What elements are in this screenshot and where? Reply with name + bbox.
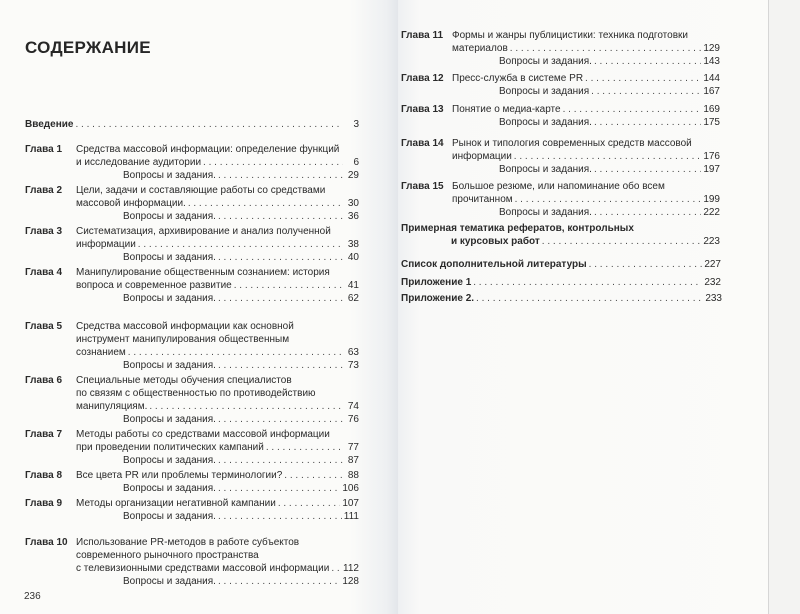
page-number: 129 bbox=[703, 43, 720, 54]
questions-label: Вопросы и задания. bbox=[123, 455, 216, 466]
chapter-title-line bbox=[76, 238, 359, 251]
questions-label: Вопросы и задания. bbox=[499, 117, 592, 128]
leader-dots bbox=[218, 482, 340, 495]
toc-entry-chapter[interactable] bbox=[25, 143, 359, 182]
page-number: 3 bbox=[353, 119, 359, 130]
toc-entry-appendix-2[interactable] bbox=[401, 292, 722, 305]
leader-dots bbox=[218, 454, 343, 467]
page-number: 143 bbox=[703, 56, 720, 67]
chapter-title-line bbox=[76, 536, 359, 549]
chapter-title-text: Пресс-служба в системе PR bbox=[452, 73, 584, 84]
chapter-title-text: инструмент манипулирования общественным bbox=[76, 334, 290, 345]
page-number: 106 bbox=[342, 483, 359, 494]
toc-entry-chapter[interactable] bbox=[401, 137, 720, 176]
page-number: 107 bbox=[342, 498, 359, 509]
questions-label: Вопросы и задания. bbox=[499, 164, 592, 175]
leader-dots bbox=[514, 150, 702, 163]
bibliography-label: Список дополнительной литературы bbox=[401, 259, 587, 270]
questions-label: Вопросы и задания. bbox=[123, 211, 216, 222]
page-number: 40 bbox=[347, 252, 359, 263]
page-number: 232 bbox=[704, 277, 721, 288]
chapter-label: Глава 8 bbox=[25, 470, 63, 481]
chapter-title-text: Большое резюме, или напоминание обо всем bbox=[452, 181, 665, 192]
chapter-title-line bbox=[76, 266, 359, 279]
page-number: 29 bbox=[347, 170, 359, 181]
questions-line[interactable] bbox=[76, 210, 359, 223]
page-number: 175 bbox=[703, 117, 720, 128]
questions-line[interactable] bbox=[76, 251, 359, 264]
leader-dots bbox=[585, 72, 701, 85]
page-number: 169 bbox=[703, 104, 720, 115]
page-number: 87 bbox=[347, 455, 359, 466]
chapter-title-line bbox=[76, 562, 359, 575]
chapter-title-text: Средства массовой информации: определение функций bbox=[76, 144, 340, 155]
page-number: 233 bbox=[705, 293, 722, 304]
chapter-title-line bbox=[76, 374, 359, 387]
chapter-title-text: информации bbox=[452, 151, 512, 162]
intro-label: Введение bbox=[25, 119, 74, 130]
chapter-title-text: Специальные методы обучения специалистов bbox=[76, 375, 292, 386]
questions-line[interactable] bbox=[76, 359, 359, 372]
leader-dots bbox=[266, 441, 343, 454]
leader-dots bbox=[594, 206, 701, 219]
chapter-title-line bbox=[76, 346, 359, 359]
toc-entry-chapter[interactable] bbox=[401, 103, 720, 129]
chapter-title-line bbox=[76, 184, 359, 197]
chapter-title-line bbox=[452, 193, 720, 206]
chapter-title-text: современного рыночного пространства bbox=[76, 550, 259, 561]
chapter-label: Глава 3 bbox=[25, 226, 63, 237]
toc-entry-topics[interactable] bbox=[401, 222, 720, 248]
chapter-title-text: массовой информации. bbox=[76, 198, 186, 209]
page-number: 74 bbox=[347, 401, 359, 412]
page-number: 111 bbox=[343, 511, 359, 522]
chapter-title-line bbox=[76, 549, 359, 562]
chapter-label: Глава 14 bbox=[401, 138, 444, 149]
leader-dots bbox=[218, 292, 343, 305]
toc-entry-chapter[interactable] bbox=[25, 536, 359, 588]
page-number: 197 bbox=[703, 164, 720, 175]
chapter-title-line bbox=[76, 156, 359, 169]
leader-dots bbox=[591, 85, 701, 98]
leader-dots bbox=[563, 103, 702, 116]
chapter-title-text: сознанием bbox=[76, 347, 126, 358]
questions-label: Вопросы и задания. bbox=[123, 483, 216, 494]
chapter-title-line bbox=[76, 143, 359, 156]
questions-label: Вопросы и задания. bbox=[123, 170, 216, 181]
chapter-title-text: Манипулирование общественным сознанием: история bbox=[76, 267, 330, 278]
questions-line[interactable] bbox=[76, 413, 359, 426]
page-number: 199 bbox=[703, 194, 720, 205]
questions-line[interactable] bbox=[76, 292, 359, 305]
toc-entry-bibliography[interactable] bbox=[401, 258, 721, 271]
chapter-title-line bbox=[76, 197, 359, 210]
questions-line[interactable] bbox=[452, 163, 720, 176]
chapter-title-line bbox=[452, 29, 720, 42]
chapter-title-text: Формы и жанры публицистики: техника подготовки bbox=[452, 30, 688, 41]
chapter-title-line bbox=[452, 180, 720, 193]
leader-dots bbox=[589, 258, 703, 271]
chapter-label: Глава 15 bbox=[401, 181, 444, 192]
chapter-title-line bbox=[452, 150, 720, 163]
leader-dots bbox=[218, 359, 343, 372]
chapter-title-text: по связям с общественностью по противодействию bbox=[76, 388, 316, 399]
toc-entry-chapter[interactable] bbox=[25, 266, 359, 305]
chapter-title-text: Цели, задачи и составляющие работы со средствами bbox=[76, 185, 326, 196]
topics-line1: Примерная тематика рефератов, контрольных bbox=[401, 223, 634, 234]
questions-line[interactable] bbox=[452, 116, 720, 129]
chapter-label: Глава 2 bbox=[25, 185, 63, 196]
page-number: 36 bbox=[347, 211, 359, 222]
leader-dots bbox=[278, 497, 341, 510]
chapter-label: Глава 7 bbox=[25, 429, 63, 440]
chapter-title-text: с телевизионными средствами массовой информации bbox=[76, 563, 330, 574]
chapter-title-line bbox=[76, 320, 359, 333]
questions-line[interactable] bbox=[76, 510, 359, 523]
toc-title: СОДЕРЖАНИЕ bbox=[25, 38, 151, 57]
leader-dots bbox=[234, 279, 343, 292]
questions-label: Вопросы и задания. bbox=[123, 252, 216, 263]
page-number: 167 bbox=[703, 86, 720, 97]
chapter-title-text: Использование PR-методов в работе субъектов bbox=[76, 537, 300, 548]
page-number: 30 bbox=[347, 198, 359, 209]
chapter-title-text: материалов bbox=[452, 43, 508, 54]
page-number: 128 bbox=[342, 576, 359, 587]
chapter-title-line bbox=[452, 42, 720, 55]
chapter-title-line bbox=[76, 400, 359, 413]
questions-line[interactable] bbox=[76, 169, 359, 182]
chapter-label: Глава 13 bbox=[401, 104, 444, 115]
page-number: 38 bbox=[347, 239, 359, 250]
leader-dots bbox=[594, 55, 701, 68]
leader-dots bbox=[594, 116, 701, 129]
questions-label: Вопросы и задания. bbox=[123, 414, 216, 425]
chapter-title-line bbox=[76, 428, 359, 441]
page-number-footer: 236 bbox=[24, 591, 41, 602]
leader-dots bbox=[476, 292, 703, 305]
chapter-label: Глава 1 bbox=[25, 144, 63, 155]
questions-line[interactable] bbox=[452, 85, 720, 98]
page-number: 63 bbox=[347, 347, 359, 358]
leader-dots bbox=[515, 193, 702, 206]
leader-dots bbox=[203, 156, 343, 169]
toc-entry-chapter[interactable] bbox=[25, 469, 359, 495]
page-number: 76 bbox=[347, 414, 359, 425]
chapter-title-text: информации bbox=[76, 239, 136, 250]
chapter-title-text: и исследование аудитории bbox=[76, 157, 202, 168]
leader-dots bbox=[218, 510, 342, 523]
leader-dots bbox=[218, 251, 343, 264]
chapter-title-text: Все цвета PR или проблемы терминологии? bbox=[76, 470, 283, 481]
chapter-title-line bbox=[452, 103, 720, 116]
chapter-title-text: вопроса и современное развитие bbox=[76, 280, 232, 291]
chapter-label: Глава 9 bbox=[25, 498, 63, 509]
page-number: 77 bbox=[347, 442, 359, 453]
page-number: 144 bbox=[703, 73, 720, 84]
toc-entry-chapter[interactable] bbox=[25, 320, 359, 372]
questions-label: Вопросы и задания. bbox=[499, 56, 592, 67]
questions-line[interactable] bbox=[76, 575, 359, 588]
chapter-title-line bbox=[76, 469, 359, 482]
leader-dots bbox=[542, 235, 702, 248]
leader-dots bbox=[510, 42, 702, 55]
chapter-title-line bbox=[76, 387, 359, 400]
leader-dots bbox=[149, 400, 343, 413]
chapter-title-line bbox=[76, 497, 359, 510]
chapter-label: Глава 11 bbox=[401, 30, 444, 41]
chapter-label: Глава 4 bbox=[25, 267, 63, 278]
page-number: 176 bbox=[703, 151, 720, 162]
page-number: 223 bbox=[703, 236, 720, 247]
chapter-title-text: Методы работы со средствами массовой информации bbox=[76, 429, 330, 440]
chapter-title-text: Понятие о медиа-карте bbox=[452, 104, 561, 115]
chapter-title-text: при проведении политических кампаний bbox=[76, 442, 264, 453]
chapter-label: Глава 5 bbox=[25, 321, 63, 332]
questions-label: Вопросы и задания. bbox=[123, 511, 216, 522]
toc-entry-chapter[interactable] bbox=[25, 225, 359, 264]
leader-dots bbox=[218, 169, 343, 182]
page-number: 62 bbox=[347, 293, 359, 304]
chapter-title-line bbox=[452, 72, 720, 85]
chapter-title-text: Средства массовой информации как основной bbox=[76, 321, 294, 332]
chapter-title-text: Методы организации негативной кампании bbox=[76, 498, 276, 509]
chapter-title-line bbox=[76, 225, 359, 238]
page-number: 227 bbox=[704, 259, 721, 270]
chapter-title-line bbox=[76, 333, 359, 346]
leader-dots bbox=[128, 346, 343, 359]
questions-label: Вопросы и задания bbox=[499, 86, 590, 97]
page-number: 222 bbox=[703, 207, 720, 218]
leader-dots bbox=[284, 469, 343, 482]
leader-dots bbox=[473, 276, 702, 289]
questions-line[interactable] bbox=[452, 55, 720, 68]
leader-dots bbox=[188, 197, 343, 210]
questions-label: Вопросы и задания. bbox=[123, 576, 216, 587]
toc-entry-chapter[interactable] bbox=[401, 72, 720, 98]
leader-dots bbox=[218, 210, 343, 223]
questions-line[interactable] bbox=[76, 482, 359, 495]
leader-dots bbox=[75, 118, 343, 131]
leader-dots bbox=[138, 238, 343, 251]
chapter-label: Глава 6 bbox=[25, 375, 63, 386]
chapter-title-line bbox=[76, 279, 359, 292]
page-number: 112 bbox=[343, 563, 359, 574]
questions-line[interactable] bbox=[452, 206, 720, 219]
topics-line2: и курсовых работ bbox=[451, 236, 540, 247]
toc-entry-chapter[interactable] bbox=[401, 29, 720, 68]
toc-entry-chapter[interactable] bbox=[25, 184, 359, 223]
toc-entry-chapter[interactable] bbox=[25, 428, 359, 467]
chapter-title-line bbox=[452, 137, 720, 150]
page-number: 73 bbox=[347, 360, 359, 371]
chapter-title-text: прочитанном bbox=[452, 194, 513, 205]
chapter-title-text: Систематизация, архивирование и анализ полученной bbox=[76, 226, 331, 237]
page-number: 41 bbox=[347, 280, 359, 291]
toc-entry-intro[interactable] bbox=[25, 118, 359, 131]
chapter-title-line bbox=[76, 441, 359, 454]
chapter-title-text: Рынок и типология современных средств массовой bbox=[452, 138, 692, 149]
questions-line[interactable] bbox=[76, 454, 359, 467]
leader-dots bbox=[218, 413, 343, 426]
leader-dots bbox=[331, 562, 341, 575]
chapter-title-text: манипуляциям. bbox=[76, 401, 148, 412]
page-edge bbox=[768, 0, 800, 614]
toc-entry-chapter[interactable] bbox=[25, 497, 359, 523]
toc-entry-chapter[interactable] bbox=[25, 374, 359, 426]
chapter-label: Глава 12 bbox=[401, 73, 444, 84]
questions-label: Вопросы и задания. bbox=[123, 293, 216, 304]
questions-label: Вопросы и задания. bbox=[499, 207, 592, 218]
chapter-label: Глава 10 bbox=[25, 537, 68, 548]
page-number: 6 bbox=[353, 157, 359, 168]
leader-dots bbox=[594, 163, 701, 176]
questions-label: Вопросы и задания. bbox=[123, 360, 216, 371]
toc-entry-appendix-1[interactable] bbox=[401, 276, 721, 289]
toc-entry-chapter[interactable] bbox=[401, 180, 720, 219]
leader-dots bbox=[218, 575, 340, 588]
appendix1-label: Приложение 1 bbox=[401, 277, 472, 288]
appendix2-label: Приложение 2. bbox=[401, 293, 475, 304]
page-number: 88 bbox=[347, 470, 359, 481]
